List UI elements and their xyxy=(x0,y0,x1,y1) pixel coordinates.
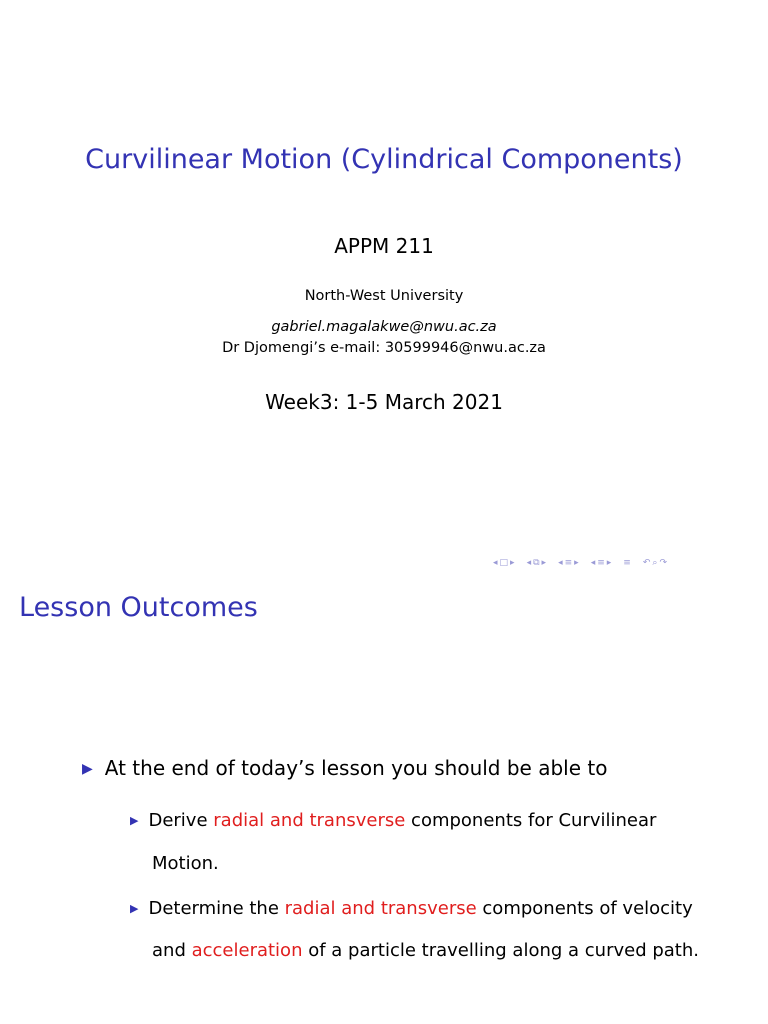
frame-prev-icon[interactable]: ◂ xyxy=(493,558,498,568)
bullet-triangle-icon: ▶ xyxy=(130,902,139,915)
slide-title: Lesson Outcomes xyxy=(19,592,258,623)
undo-icon[interactable]: ↶ xyxy=(642,558,651,568)
redo-icon[interactable]: ↷ xyxy=(659,558,667,568)
bullet-triangle-icon: ▶ xyxy=(130,814,139,827)
bullet-text-suffix: components for Curvilinear xyxy=(405,810,657,831)
second-author-email: Dr Djomengi’s e-mail: 30599946@nwu.ac.za xyxy=(222,340,546,356)
section-prev-icon[interactable]: ◂ xyxy=(558,558,563,568)
sub-bullet-continuation xyxy=(152,940,699,961)
align-icon[interactable]: ≡ xyxy=(623,558,631,568)
subsection-icon[interactable]: ⧉ xyxy=(533,558,540,568)
frame-icon[interactable]: □ xyxy=(499,558,509,568)
search-icon[interactable]: ⌕ xyxy=(652,558,658,568)
course-code: APPM 211 xyxy=(334,234,434,258)
author-email: gabriel.magalakwe@nwu.ac.za xyxy=(271,319,497,335)
highlighted-term: acceleration xyxy=(191,940,303,961)
highlighted-term: radial and transverse xyxy=(284,898,477,919)
subsection-next-icon[interactable]: ▸ xyxy=(541,558,547,568)
bullet-text: At the end of today’s lesson you should be able to xyxy=(104,756,608,780)
sub-bullet-item xyxy=(130,810,656,831)
slide-icon[interactable]: ≡ xyxy=(597,558,605,568)
section-next-icon[interactable]: ▸ xyxy=(574,558,579,568)
bullet-text-prefix: Determine the xyxy=(148,898,285,919)
continuation-suffix: of a particle travelling along a curved path. xyxy=(302,940,699,961)
frame-next-icon[interactable]: ▸ xyxy=(510,558,515,568)
slide-next-icon[interactable]: ▸ xyxy=(606,558,612,568)
continuation-prefix: and xyxy=(152,940,192,961)
bullet-text-prefix: Derive xyxy=(148,810,214,831)
institution: North-West University xyxy=(304,288,464,304)
section-icon[interactable]: ≡ xyxy=(564,558,573,568)
bullet-text-suffix: components of velocity xyxy=(476,898,693,919)
date-line: Week3: 1-5 March 2021 xyxy=(265,390,503,414)
slide-prev-icon[interactable]: ◂ xyxy=(590,558,596,568)
presentation-title: Curvilinear Motion (Cylindrical Components) xyxy=(85,144,683,175)
sub-bullet-item xyxy=(130,898,693,919)
sub-bullet-continuation: Motion. xyxy=(152,853,219,874)
bullet-triangle-icon: ▶ xyxy=(82,761,93,777)
subsection-prev-icon[interactable]: ◂ xyxy=(526,558,532,568)
outcomes-slide xyxy=(0,576,768,1024)
bullet-item xyxy=(82,756,607,780)
highlighted-term: radial and transverse xyxy=(213,810,406,831)
beamer-navigation-bar xyxy=(492,556,678,570)
